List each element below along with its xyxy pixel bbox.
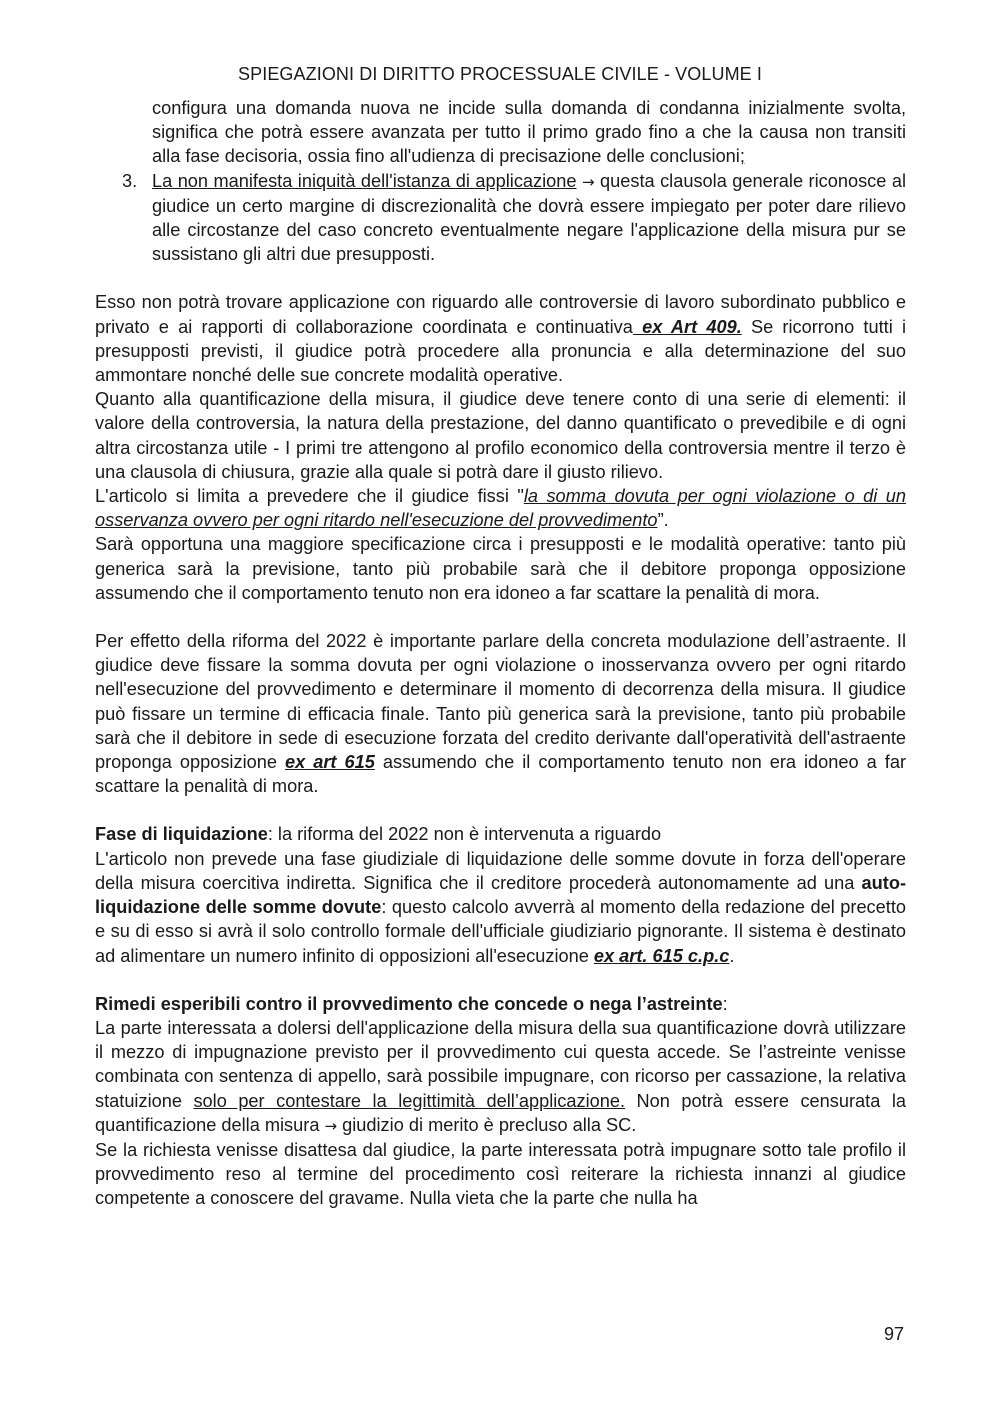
- paragraph-quantification: Quanto alla quantificazione della misura, il giudice deve tenere conto di una serie di elementi: il valore della controversia, la natura della prestazione, del danno quantificato o prevedibile e di ogni altra circostanza utile - I primi tre attengono al profilo economico della controversia mentre il terzo è una clausola di chiusura, grazie alla quale si potrà dare il giusto rilievo.: [95, 389, 906, 482]
- section-heading-remedies: [95, 992, 906, 1016]
- paragraph-text: La parte interessata a dolersi dell'applicazione della misura della sua quantificazione dovrà utilizzare il mezzo di impugnazione previsto per il provvedimento cui questa accede. Se l’astreinte venisse combinata con sentenza di appello, sarà possibile impugnare, con ricorso per cassazione, la relativa statuizione: [95, 1017, 906, 1111]
- paragraph-text: giudizio di merito è precluso alla SC.: [337, 1114, 637, 1135]
- paragraph-text: L'articolo si limita a prevedere che il giudice fissi ": [95, 486, 524, 507]
- continuation-text: configura una domanda nuova ne incide sulla domanda di condanna inizialmente svolta, significa che potrà essere avanzata per tutto il primo grado fino a che la causa non transiti alla fase decisoria, ossia fino all'udienza di precisazione delle conclusioni: [152, 98, 906, 167]
- legal-reference: ex art. 615 c.p.c: [593, 945, 730, 966]
- paragraph-text: Non potrà essere censurata la quantificazione della misura: [95, 1090, 906, 1135]
- section-heading: Fase di liquidazione: [95, 824, 268, 845]
- paragraph-text: .: [729, 945, 735, 966]
- list-item-3: [95, 169, 906, 267]
- list-item-2-continuation: [152, 96, 906, 169]
- paragraph-gap: [95, 968, 906, 992]
- section-heading-rest: :: [722, 993, 728, 1014]
- paragraph-reform: [95, 629, 906, 798]
- page-number: 97: [883, 1324, 904, 1344]
- paragraph-text: L'articolo non prevede una fase giudiziale di liquidazione delle somme dovute in forza dell'operare della misura coercitiva indiretta. Significa che il creditore procederà autonomamente ad una: [95, 848, 906, 893]
- paragraph-scope: [95, 290, 906, 387]
- paragraph-remedies: [95, 1016, 906, 1138]
- section-heading-rest: : la riforma del 2022 non è intervenuta a riguardo: [267, 824, 662, 845]
- page-body: [95, 96, 906, 1211]
- underlined-text: solo per contestare la legittimità dell’applicazione.: [193, 1090, 626, 1111]
- paragraph-gap: [95, 605, 906, 629]
- legal-reference: ex art 615: [284, 752, 375, 773]
- paragraph-liquidation: [95, 847, 906, 968]
- list-item-body: [152, 169, 906, 267]
- list-item-number: 3.: [122, 170, 138, 191]
- paragraph-text: : questo calcolo avverrà al momento della redazione del precetto e su di esso si avrà il solo controllo formale dell'ufficiale giudiziario pignorante. Il sistema è destinato ad alimentare un numero infinito di opposizioni all'esecuzione: [95, 897, 906, 966]
- bold-term: auto-liquidazione delle somme dovute: [95, 872, 906, 918]
- paragraph-text: ”.: [657, 510, 669, 531]
- paragraph-specification: Sarà opportuna una maggiore specificazione circa i presupposti e le modalità operative: tanto più generica sarà la previsione, tanto più probabile sarà che il debitore proponga opposizione assumendo che il comportamento tenuto non era idoneo a far scattare la penalità di mora.: [95, 534, 906, 603]
- right-arrow-icon: →: [324, 1116, 338, 1135]
- paragraph-text: Se ricorrono tutti i presupposti previsti, il giudice potrà procedere alla pronuncia e alla determinazione del suo ammontare nonché delle sue concrete modalità operative.: [95, 316, 906, 386]
- legal-reference: ex Art 409.: [632, 316, 742, 337]
- section-heading-liquidation: [95, 822, 906, 846]
- paragraph-text: Per effetto della riforma del 2022 è importante parlare della concreta modulazione dell’astraente. Il giudice deve fissare la somma dovuta per ogni violazione o inosservanza ovvero per ogni ritardo nell'esecuzione del provvedimento e determinare il momento di decorrenza della misura. Il giudice può fissare un termine di efficacia finale. Tanto più generica sarà la previsione, tanto più probabile sarà che il debitore in sede di esecuzione forzata del credito derivante dall'operatività dell'astraente proponga opposizione: [95, 631, 906, 773]
- list-item-title: La non manifesta iniquità dell'istanza di applicazione: [152, 170, 577, 191]
- section-heading: Rimedi esperibili contro il provvedimento che concede o nega l’astreinte: [95, 993, 723, 1014]
- paragraph-article: [95, 484, 906, 532]
- list-item-text: questa clausola generale riconosce al giudice un certo margine di discrezionalità che dovrà essere impiegato per poter dare rilievo alle circostanze del caso concreto eventualmente negare l'applicazione della misura pur se sussistano gli altri due presupposti.: [152, 170, 906, 265]
- running-header: SPIEGAZIONI DI DIRITTO PROCESSUALE CIVILE - VOLUME I: [238, 64, 762, 84]
- right-arrow-icon: →: [581, 172, 595, 191]
- quoted-text: la somma dovuta per ogni violazione o di un osservanza ovvero per ogni ritardo nell'esecuzione del provvedimento: [95, 486, 906, 531]
- paragraph-rejection: Se la richiesta venisse disattesa dal giudice, la parte interessata potrà impugnare sotto tale profilo il provvedimento reso al termine del procedimento così reiterare la richiesta innanzi al giudice competente a conoscere del gravame. Nulla vieta che la parte che nulla ha: [95, 1139, 906, 1209]
- paragraph-gap: [95, 798, 906, 822]
- continuation-end: ;: [739, 146, 745, 167]
- paragraph-gap: [95, 266, 906, 290]
- paragraph-text: Esso non potrà trovare applicazione con riguardo alle controversie di lavoro subordinato pubblico e privato e ai rapporti di collaborazione coordinata e continuativa: [95, 292, 906, 337]
- paragraph-text: assumendo che il comportamento tenuto non era idoneo a far scattare la penalità di mora.: [95, 752, 907, 797]
